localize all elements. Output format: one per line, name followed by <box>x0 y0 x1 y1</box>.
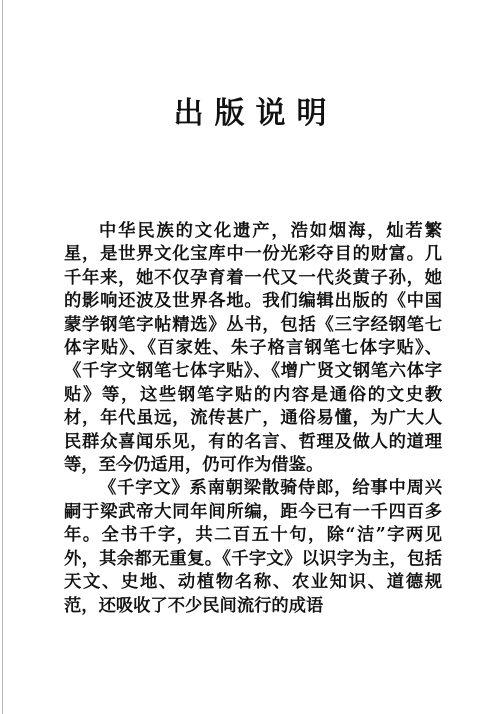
paragraph-qianziwen: 《千字文》系南朝梁散骑侍郎，给事中周兴嗣于梁武帝大同年间所编，距今已有一千四百多年。全书千字，共二百五十句，除“洁”字两见外，其余都无重复。《千字文》以识字为主，包括天文、史地、动植物名称、农业知识、道德规范，还吸收了不少民间流行的成语 <box>64 478 442 616</box>
body-text <box>64 220 442 618</box>
paragraph-intro: 中华民族的文化遗产，浩如烟海，灿若繁星，是世界文化宝库中一份光彩夺目的财富。几千年来，她不仅孕育着一代又一代炎黄子孙，她的影响还波及世界各地。我们编辑出版的《中国蒙学钢笔字帖精选》丛书，包括《三字经钢笔七体字贴》、《百家姓、朱子格言钢笔七体字贴》、《千字文钢笔七体字贴》、《增广贤文钢笔六体字贴》等，这些钢笔字贴的内容是通俗的文史教材，年代虽远，流传甚广，通俗易懂，为广大人民群众喜闻乐见，有的名言、哲理及做人的道理等，至今仍适用，仍可作为借鉴。 <box>64 221 442 476</box>
page-title: 出版说明 <box>173 96 338 131</box>
